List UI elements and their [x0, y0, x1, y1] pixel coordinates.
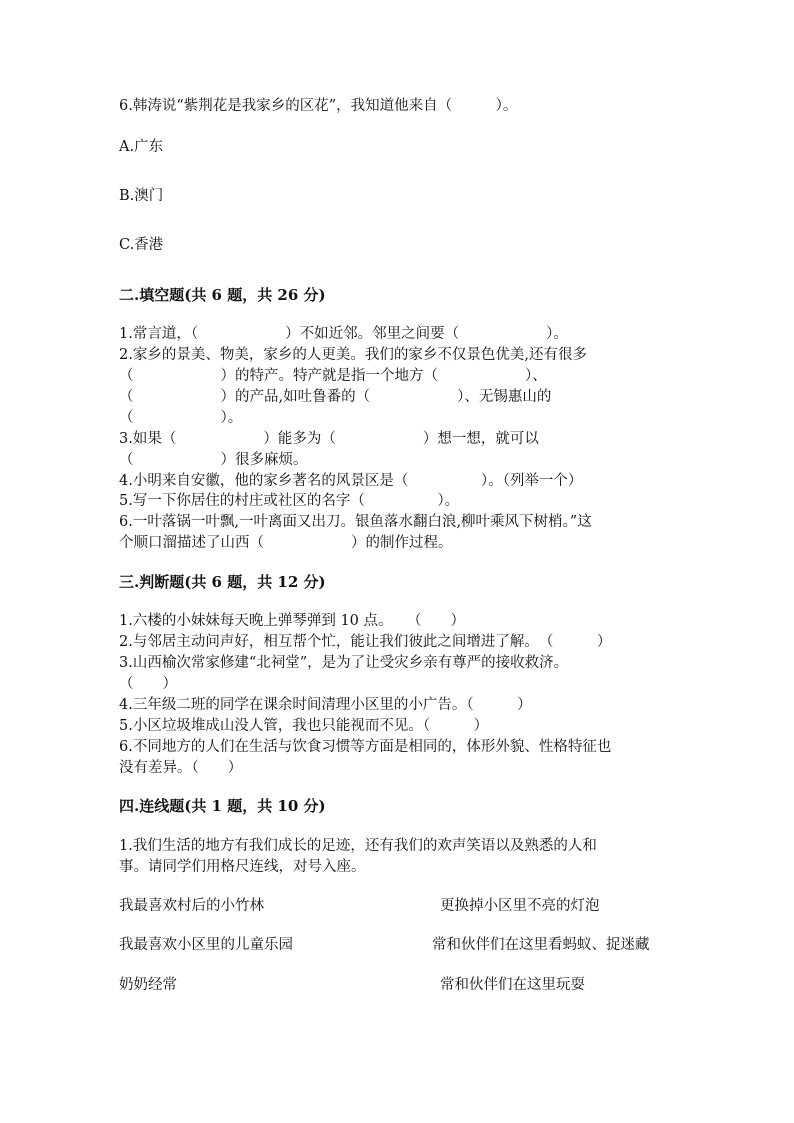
- match-section-heading: 四.连线题(共 1 题，共 10 分): [119, 797, 326, 815]
- fill-line: 4.小明来自安徽，他的家乡著名的风景区是（ ）。（列举一个）: [119, 473, 583, 489]
- fill-line: 3.如果（ ）能多为（ ）想一想，就可以: [119, 431, 539, 447]
- fill-line: （ ）。: [119, 410, 243, 426]
- question-6-stem: 6.韩涛说“紫荆花是我家乡的区花”，我知道他来自（ ）。: [119, 98, 518, 114]
- fill-section-heading: 二.填空题(共 6 题，共 26 分): [119, 286, 326, 304]
- fill-line: 1.常言道，（ ）不如近邻。邻里之间要（ ）。: [119, 326, 568, 342]
- match-intro: 事。请同学们用格尺连线，对号入座。: [119, 859, 366, 875]
- fill-line: 2.家乡的景美、物美，家乡的人更美。我们的家乡不仅景色优美,还有很多: [119, 347, 587, 363]
- judge-line: 3.山西榆次常家修建“北祠堂”，是为了让受灾乡亲有尊严的接收救济。: [119, 655, 569, 671]
- judge-line: 没有差异。（ ）: [119, 760, 243, 776]
- match-left-item: 我最喜欢村后的小竹林: [119, 898, 264, 914]
- match-left-item: 奶奶经常: [119, 977, 177, 993]
- match-right-item: 常和伙伴们在这里看蚂蚁、捉迷藏: [432, 937, 650, 953]
- option-a: A.广东: [119, 139, 164, 155]
- judge-line: 4.三年级二班的同学在课余时间清理小区里的小广告。（ ）: [119, 697, 532, 713]
- option-b: B.澳门: [119, 188, 164, 204]
- fill-line: 个顺口溜描述了山西（ ）的制作过程。: [119, 535, 453, 551]
- fill-line: （ ）的特产。特产就是指一个地方（ ）、: [119, 368, 547, 384]
- judge-section-heading: 三.判断题(共 6 题，共 12 分): [119, 573, 326, 591]
- judge-line: （ ）: [119, 676, 177, 692]
- judge-line: 2.与邻居主动问声好，相互帮个忙，能让我们彼此之间增进了解。 （ ）: [119, 634, 612, 650]
- judge-line: 1.六楼的小妹妹每天晚上弹琴弹到 10 点。 （ ）: [119, 613, 466, 629]
- judge-line: 6.不同地方的人们在生活与饮食习惯等方面是相同的，体形外貌、性格特征也: [119, 739, 612, 755]
- fill-line: （ ）很多麻烦。: [119, 452, 308, 468]
- fill-line: 5.写一下你居住的村庄或社区的名字（ ）。: [119, 493, 460, 509]
- judge-line: 5.小区垃圾堆成山没人管，我也只能视而不见。（ ）: [119, 718, 489, 734]
- fill-line: 6.一叶落锅一叶飘,一叶离面又出刀。银鱼落水翻白浪,柳叶乘风下树梢。”这: [119, 514, 592, 530]
- fill-line: （ ）的产品,如吐鲁番的（ ）、无锡惠山的: [119, 389, 552, 405]
- match-left-item: 我最喜欢小区里的儿童乐园: [119, 937, 293, 953]
- match-right-item: 更换掉小区里不亮的灯泡: [440, 898, 600, 914]
- option-c: C.香港: [119, 237, 164, 253]
- match-right-item: 常和伙伴们在这里玩耍: [440, 977, 585, 993]
- match-intro: 1.我们生活的地方有我们成长的足迹，还有我们的欢声笑语以及熟悉的人和: [119, 838, 597, 854]
